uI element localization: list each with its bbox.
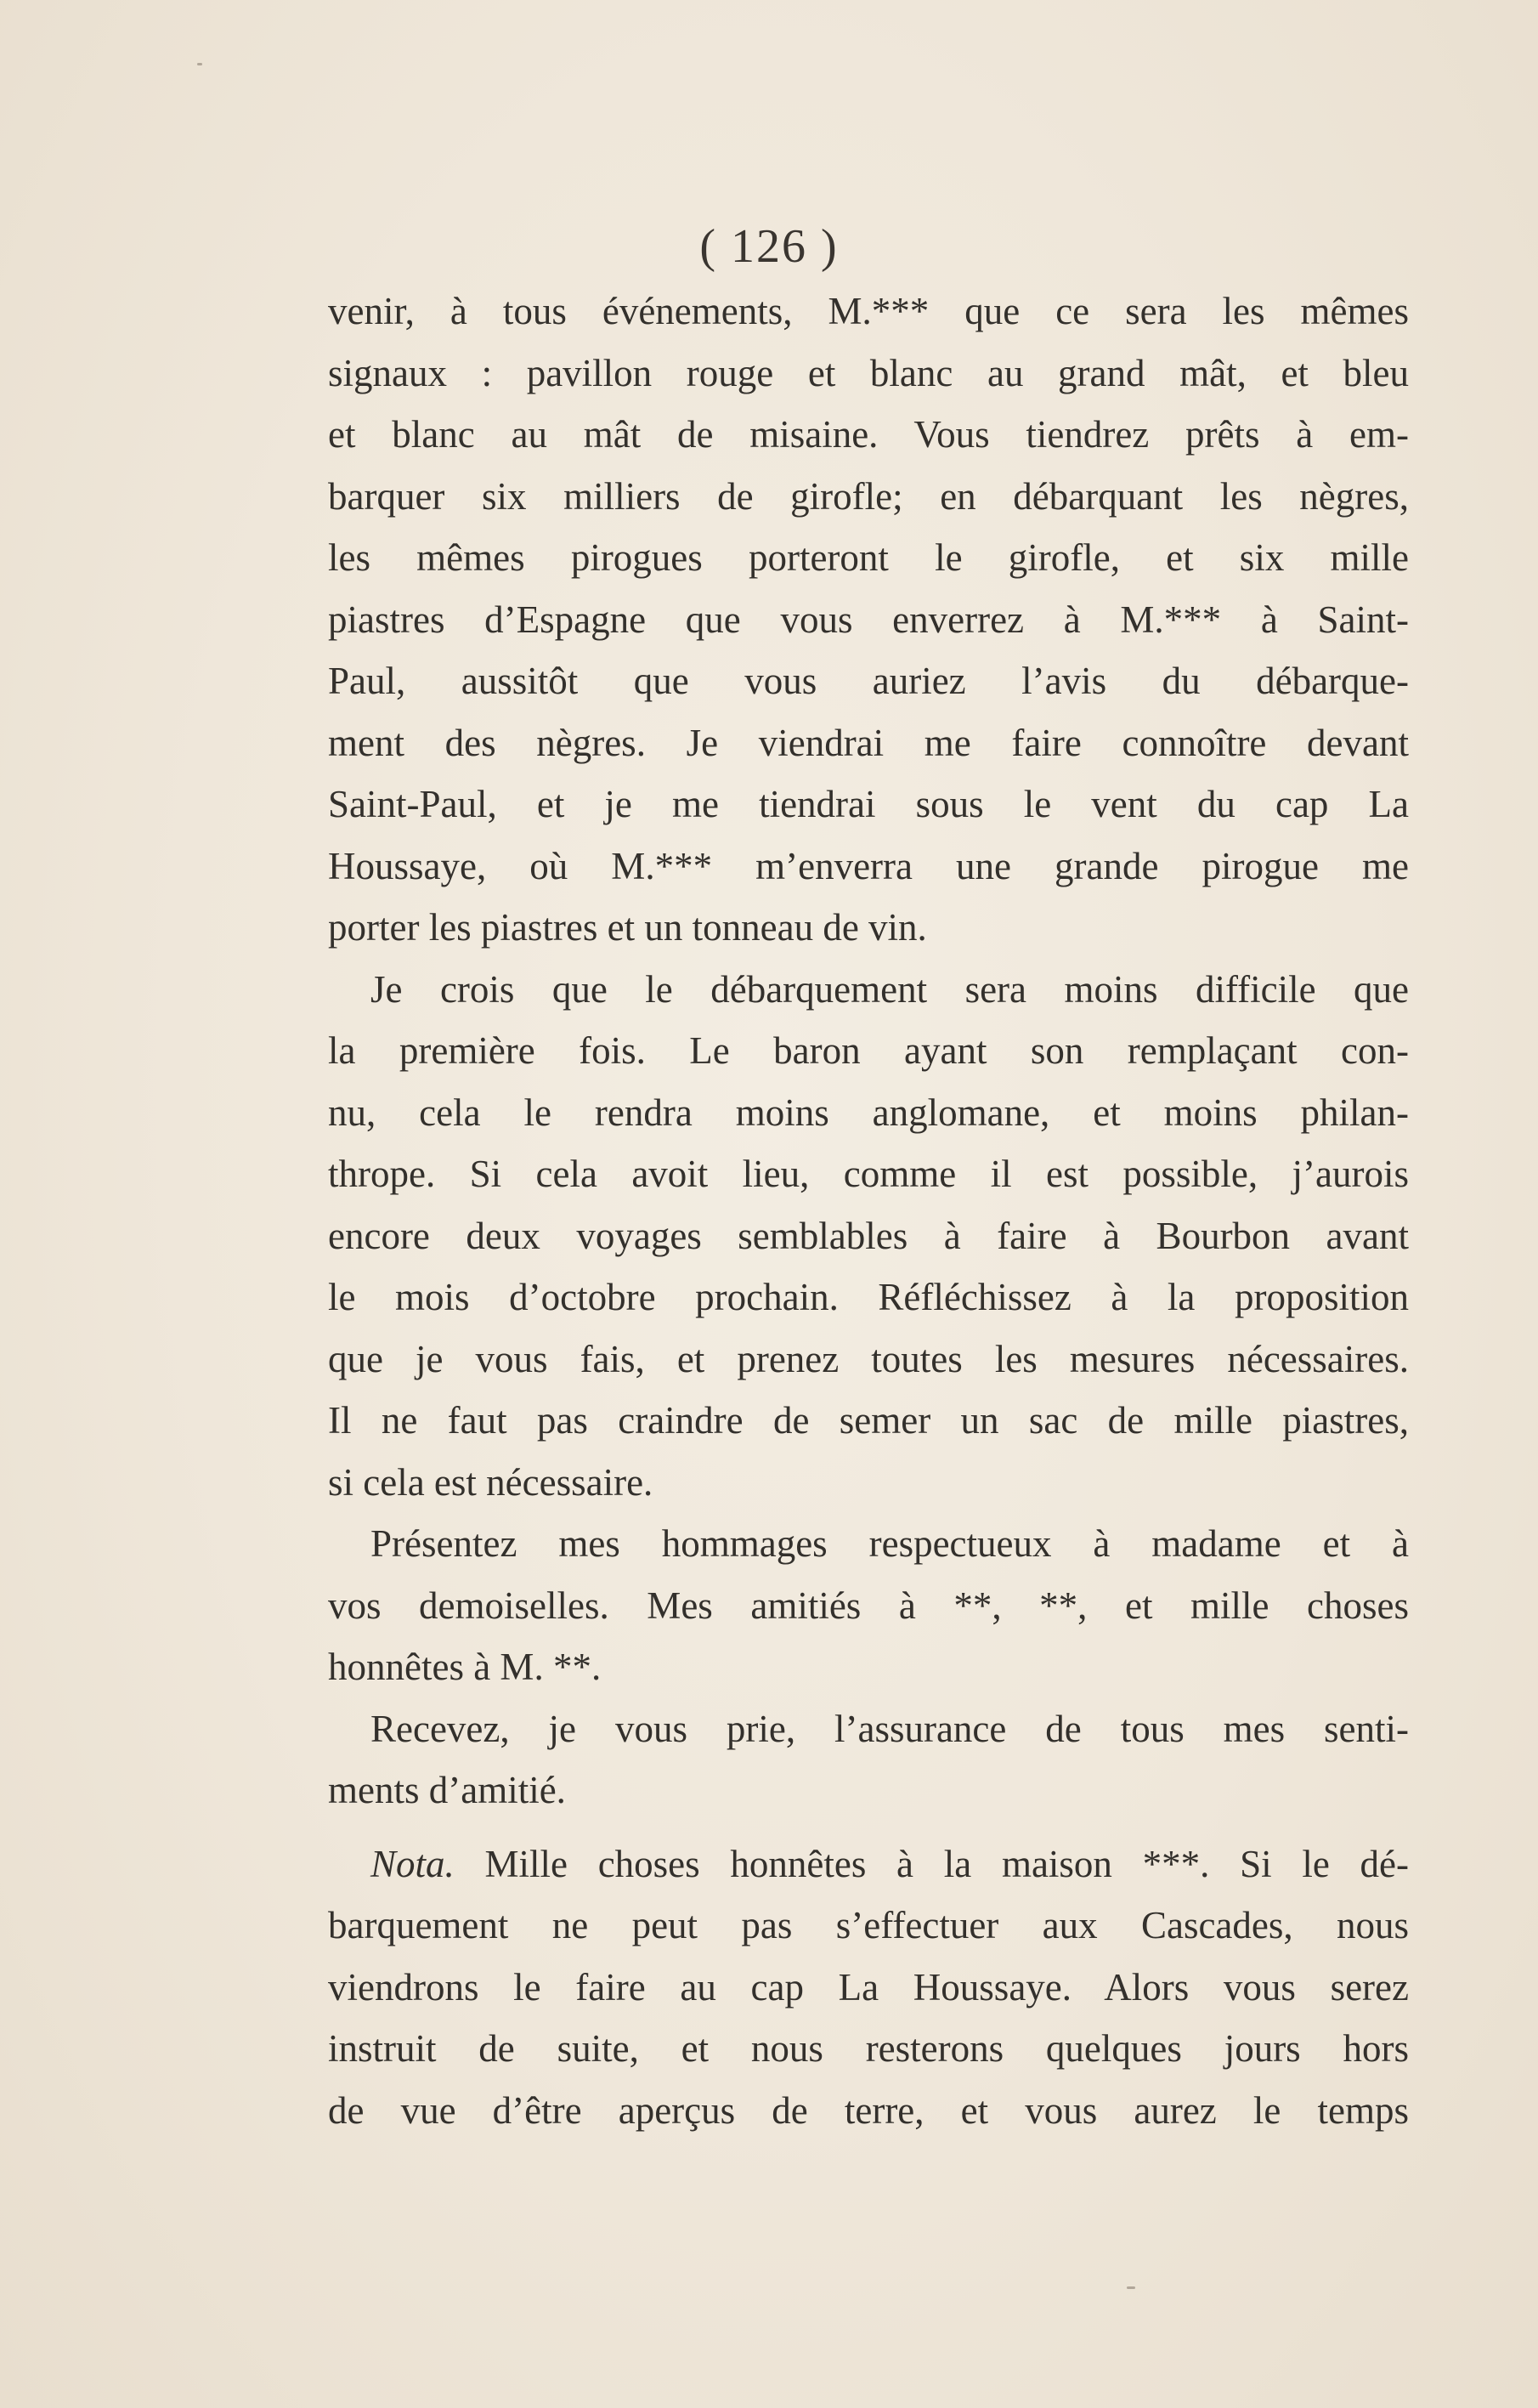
text-line: Présentez mes hommages respectueux à madame et à xyxy=(370,1522,1409,1565)
ink-speck xyxy=(197,63,202,65)
text-line: Houssaye, où M.*** m’enverra une grande pirogue me xyxy=(328,844,1409,887)
text-line: Il ne faut pas craindre de semer un sac de mille piastres, xyxy=(328,1399,1409,1442)
text-line: honnêtes à M. **. xyxy=(328,1646,602,1688)
text-line: et blanc au mât de misaine. Vous tiendrez prêts à em- xyxy=(328,413,1409,456)
text-line: signaux : pavillon rouge et blanc au grand mât, et bleu xyxy=(328,351,1409,394)
text-line: ments d’amitié. xyxy=(328,1769,566,1811)
paragraph-2 xyxy=(328,959,1409,1514)
text-line: piastres d’Espagne que vous enverrez à M.*** à Saint- xyxy=(328,598,1409,641)
text-line: de vue d’être aperçus de terre, et vous aurez le temps xyxy=(328,2088,1409,2132)
text-line: Recevez, je vous prie, l’assurance de tous mes senti- xyxy=(370,1707,1409,1750)
body-text xyxy=(328,280,1409,2141)
text-line: instruit de suite, et nous resterons quelques jours hors xyxy=(328,2027,1409,2070)
text-line: barquement ne peut pas s’effectuer aux Cascades, nous xyxy=(328,1904,1409,1946)
text-line: barquer six milliers de girofle; en débarquant les nègres, xyxy=(328,474,1409,518)
text-line: Saint-Paul, et je me tiendrai sous le vent du cap La xyxy=(328,783,1409,825)
text-line: viendrons le faire au cap La Houssaye. Alors vous serez xyxy=(328,1965,1409,2009)
text-line: nu, cela le rendra moins anglomane, et moins philan- xyxy=(328,1091,1409,1134)
text-line: les mêmes pirogues porteront le girofle, et six mille xyxy=(328,536,1409,579)
paragraph-1 xyxy=(328,280,1409,959)
paragraph-3 xyxy=(328,1513,1409,1698)
text-line: thrope. Si cela avoit lieu, comme il est possible, j’aurois xyxy=(328,1153,1409,1195)
text-line: le mois d’octobre prochain. Réfléchissez à la proposition xyxy=(328,1276,1409,1318)
text-line: que je vous fais, et prenez toutes les mesures nécessaires. xyxy=(328,1337,1409,1380)
ink-speck xyxy=(1127,2286,1135,2289)
text-line: vos demoiselles. Mes amitiés à **, **, et mille choses xyxy=(328,1584,1409,1627)
text-line: venir, à tous événements, M.*** que ce sera les mêmes xyxy=(328,290,1409,332)
text-line: porter les piastres et un tonneau de vin. xyxy=(328,906,927,949)
text-line: si cela est nécessaire. xyxy=(328,1460,653,1504)
text-line: Je crois que le débarquement sera moins difficile que xyxy=(370,967,1409,1011)
paragraph-4 xyxy=(328,1698,1409,1822)
nota-label: Nota. xyxy=(370,1842,455,1885)
text-line: Paul, aussitôt que vous auriez l’avis du débarque- xyxy=(328,660,1409,702)
text-line: la première fois. Le baron ayant son remplaçant con- xyxy=(328,1029,1409,1072)
text-line xyxy=(328,1833,1409,1895)
nota-first-line-text: Mille choses honnêtes à la maison ***. Si le dé- xyxy=(454,1842,1409,1885)
nota-paragraph xyxy=(328,1833,1409,2142)
paragraph-gap xyxy=(328,1822,1409,1833)
text-line: encore deux voyages semblables à faire à Bourbon avant xyxy=(328,1214,1409,1257)
page-number: ( 126 ) xyxy=(699,220,839,273)
text-line: ment des nègres. Je viendrai me faire connoître devant xyxy=(328,721,1409,764)
